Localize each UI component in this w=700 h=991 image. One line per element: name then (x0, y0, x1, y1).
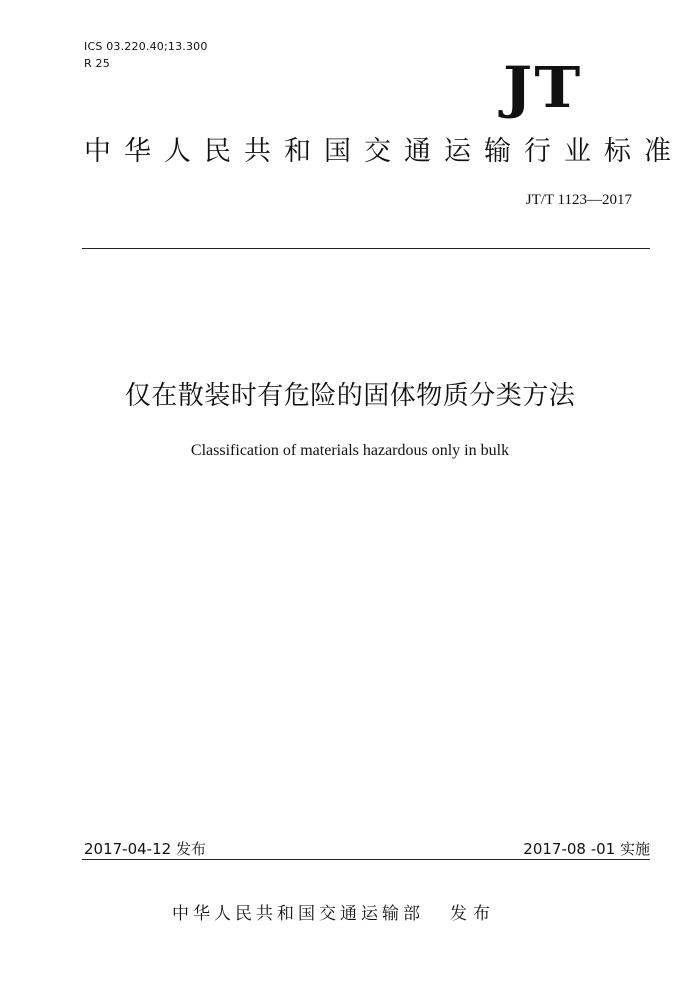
issued-label: 发布 (450, 904, 496, 924)
standard-category-title: 中华人民共和国交通运输行业标准 (84, 136, 684, 167)
document-title-chinese: 仅在散装时有危险的固体物质分类方法 (124, 381, 576, 411)
classification-codes (84, 38, 208, 72)
issue-date: 2017-04-12 发布 (84, 840, 206, 858)
document-title-english: Classification of materials hazardous only in bulk (190, 442, 510, 459)
issuing-authority: 中华人民共和国交通运输部 (172, 904, 424, 924)
implementation-date: 2017-08 -01 实施 (523, 840, 650, 858)
jt-logo: JT (503, 55, 583, 121)
top-divider (82, 248, 650, 249)
standard-number: JT/T 1123—2017 (525, 192, 632, 208)
issuer-line (172, 902, 496, 926)
ics-code: ICS 03.220.40;13.300 (84, 40, 208, 53)
bottom-divider (82, 859, 650, 860)
ccs-code: R 25 (84, 57, 110, 70)
